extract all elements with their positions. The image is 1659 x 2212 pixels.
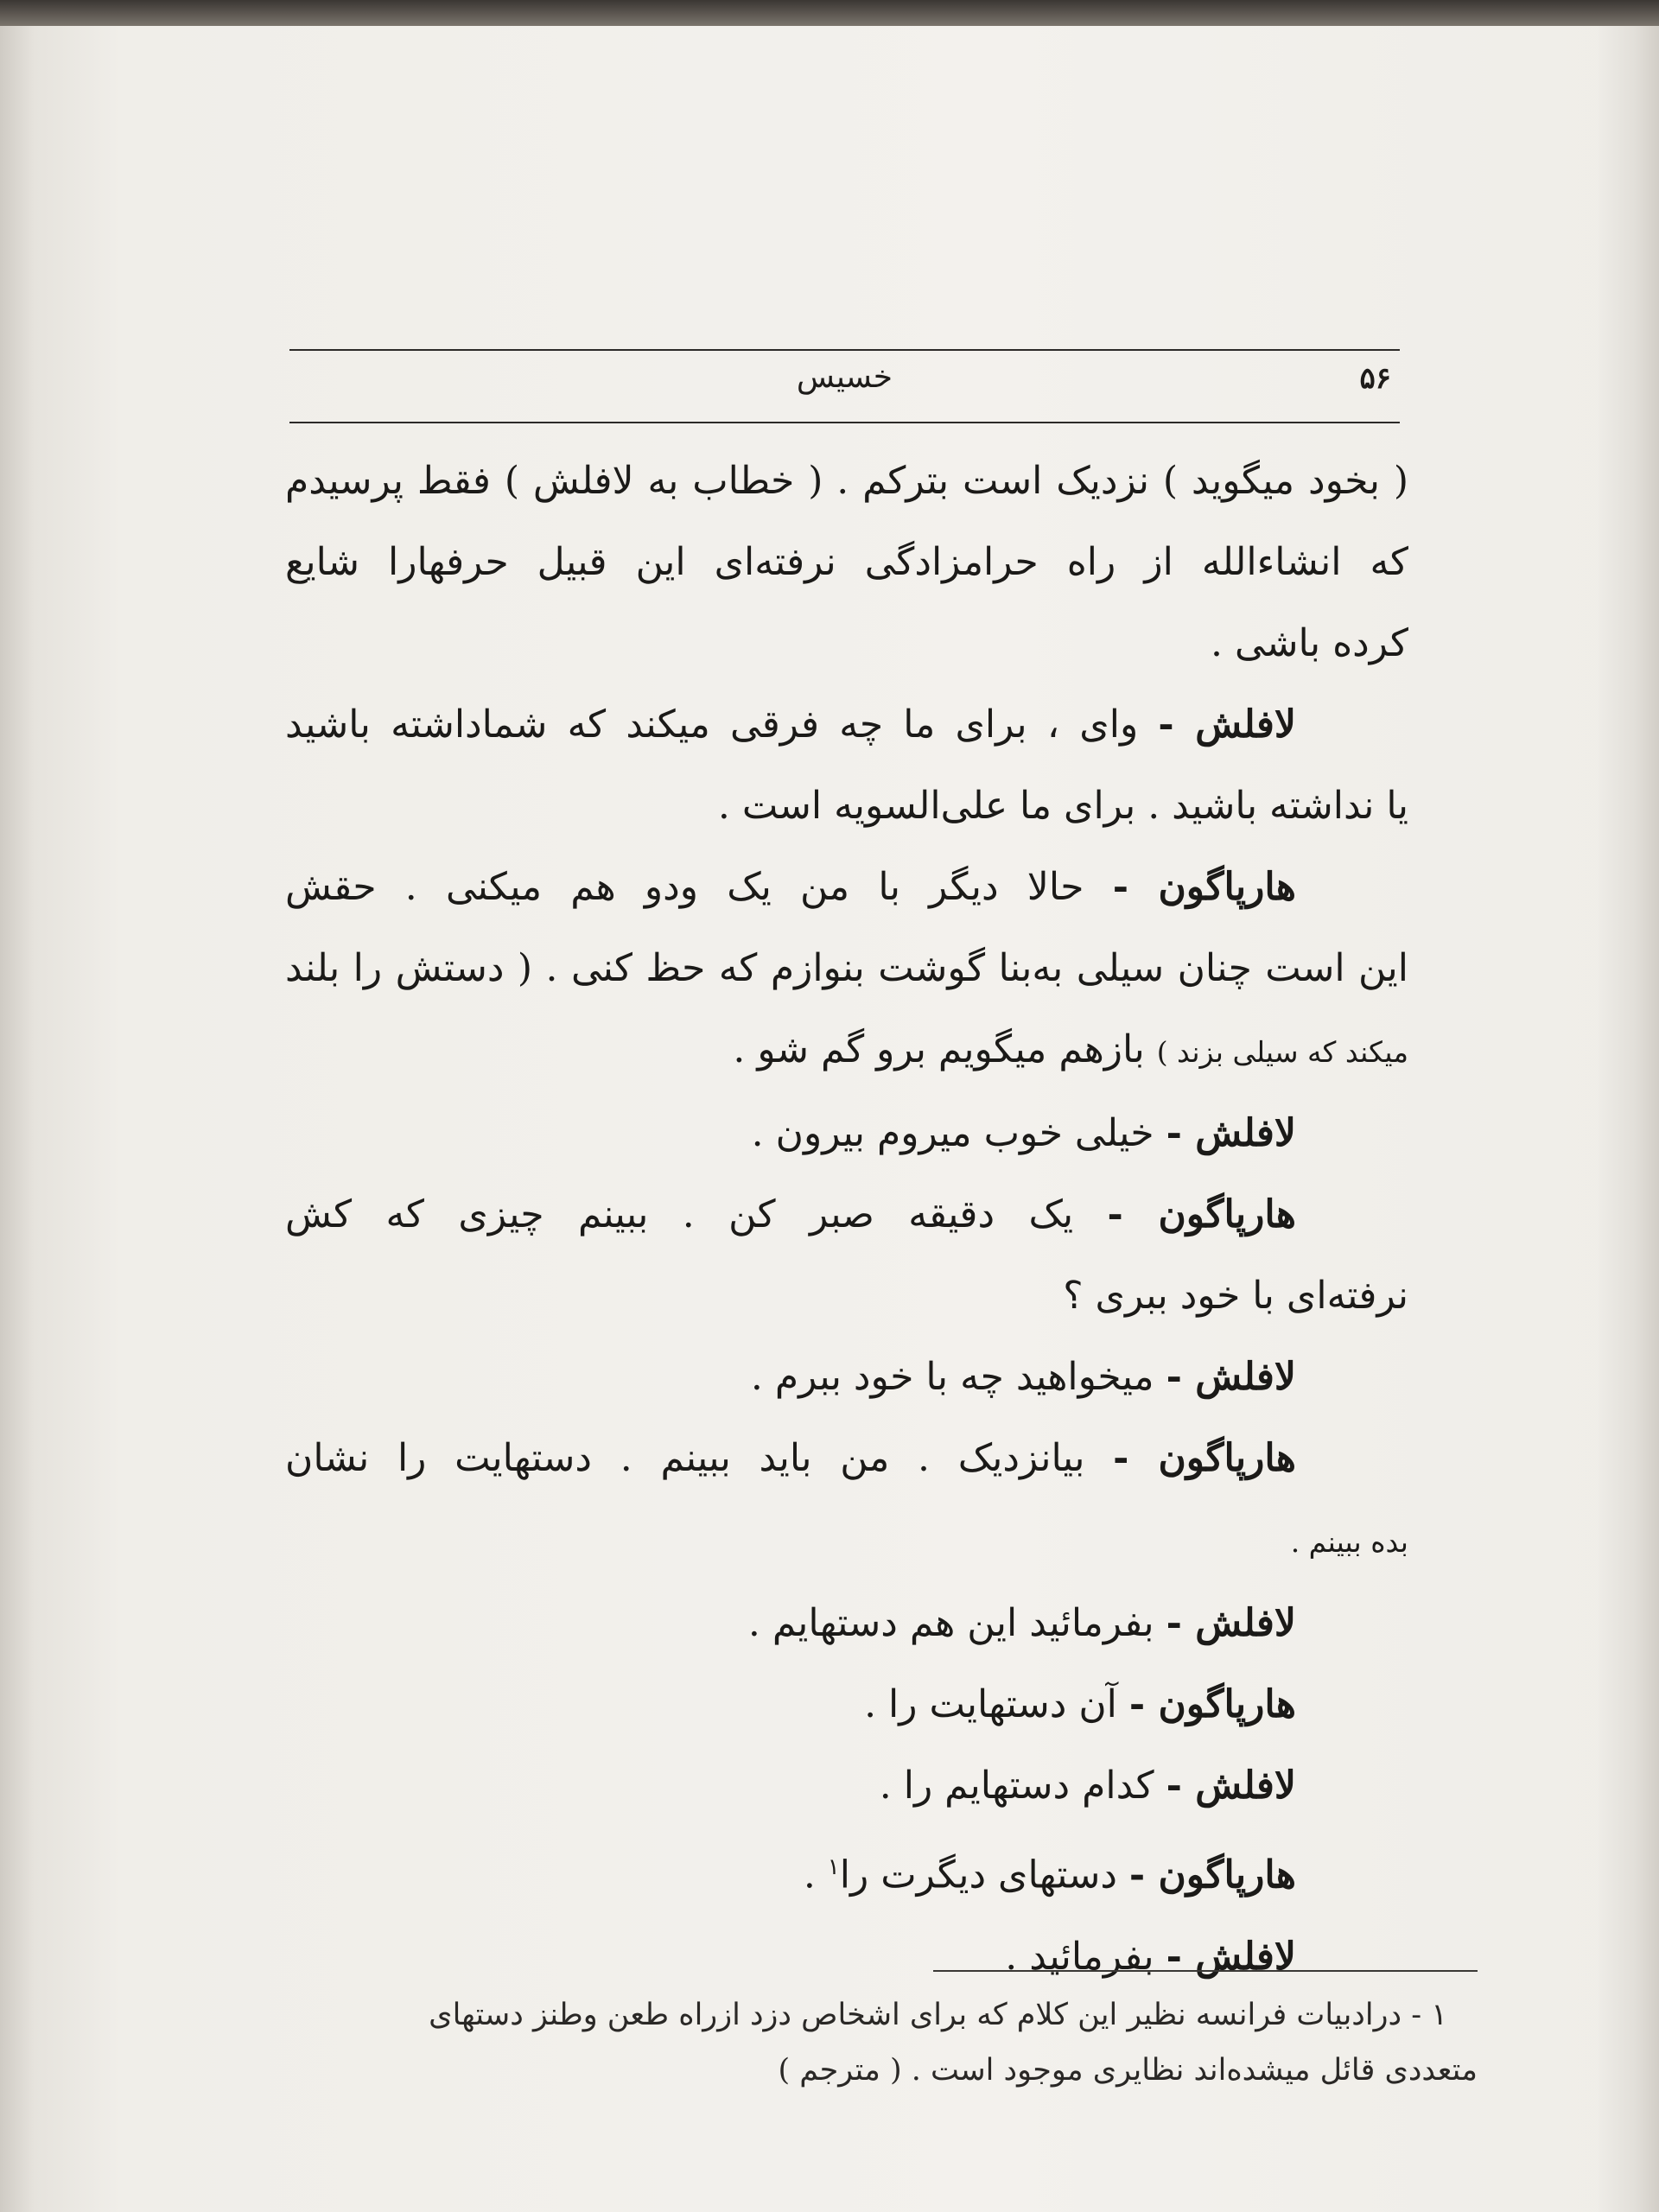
text-line: یا نداشته باشید . برای ما علی‌السویه است .	[717, 784, 1408, 828]
speaker-name: هارپاگون -	[1128, 1853, 1296, 1897]
footnote-rule	[933, 1970, 1478, 1972]
speaker-name: لافلش -	[1166, 1764, 1296, 1808]
speaker-name: هارپاگون -	[1107, 1192, 1296, 1236]
text-line: این است چنان سیلی به‌بنا گوشت بنوازم که حظ کنی . ( دستش را بلند	[285, 946, 1408, 990]
footnote	[285, 1987, 1478, 2098]
text-line: بده ببینم .	[1290, 1525, 1408, 1559]
text-line: نرفته‌ای با خود ببری ؟	[1063, 1274, 1408, 1318]
header-rule-bottom	[289, 422, 1400, 423]
text-line: کرده باشی .	[1210, 621, 1408, 665]
dialogue-line: لافلش - بفرمائید .	[1005, 1934, 1296, 1979]
page-body	[285, 441, 1408, 1998]
speaker-name: هارپاگون -	[1113, 1436, 1296, 1480]
text-line: میکند که سیلی بزند ) بازهم میگویم برو گم شو .	[733, 1027, 1408, 1071]
dialogue-line: هارپاگون - دستهای دیگرت را$^۱$ .	[803, 1853, 1296, 1897]
footnote-line: ۱ - درادبیات فرانسه نظیر این کلام که برای اشخاص دزد ازراه طعن وطنز دستهای	[429, 1998, 1447, 2032]
book-cover-edge	[0, 0, 1659, 26]
dialogue-line: هارپاگون - یک دقیقه صبر کن . ببینم چیزی که کش	[285, 1192, 1296, 1236]
speaker-name: لافلش -	[1158, 702, 1296, 747]
stage-direction: میکند که سیلی بزند )	[1156, 1035, 1408, 1069]
speaker-name: لافلش -	[1166, 1601, 1296, 1645]
dialogue-line: لافلش - وای ، برای ما چه فرقی میکند که شماداشته باشید	[285, 702, 1296, 747]
footnote-marker: ۱	[827, 1854, 840, 1880]
text-line: ( بخود میگوید ) نزدیک است بترکم . ( خطاب به لافلش ) فقط پرسیدم	[285, 459, 1408, 503]
speaker-name: لافلش -	[1166, 1355, 1296, 1399]
dialogue-line: هارپاگون - حالا دیگر با من یک ودو هم میکنی . حقش	[285, 865, 1296, 909]
header-rule-top	[289, 349, 1400, 351]
speaker-name: لافلش -	[1166, 1934, 1296, 1979]
dialogue-line: هارپاگون - آن دستهایت را .	[864, 1682, 1296, 1726]
dialogue-line: لافلش - میخواهید چه با خود ببرم .	[750, 1355, 1296, 1399]
page-header	[289, 359, 1400, 411]
text-line: که انشاء‌الله از راه حرامزادگی نرفته‌ای این قبیل حرفهارا شایع	[285, 540, 1408, 584]
footnote-line: متعددی قائل میشده‌اند نظایری موجود است . ( مترجم )	[778, 2053, 1478, 2088]
dialogue-line: لافلش - بفرمائید این هم دستهایم .	[747, 1601, 1296, 1645]
page-edge-shadow	[1599, 26, 1659, 2212]
page-number: ۵۶	[1359, 361, 1391, 396]
dialogue-line: لافلش - خیلی خوب میروم بیرون .	[751, 1111, 1296, 1155]
dialogue-line: هارپاگون - بیانزدیک . من باید ببینم . دستهایت را نشان	[285, 1436, 1296, 1480]
speaker-name: لافلش -	[1166, 1111, 1296, 1155]
speaker-name: هارپاگون -	[1128, 1682, 1296, 1726]
running-title: خسیس	[796, 359, 893, 395]
dialogue-line: لافلش - کدام دستهایم را .	[879, 1764, 1296, 1808]
speaker-name: هارپاگون -	[1112, 865, 1296, 909]
